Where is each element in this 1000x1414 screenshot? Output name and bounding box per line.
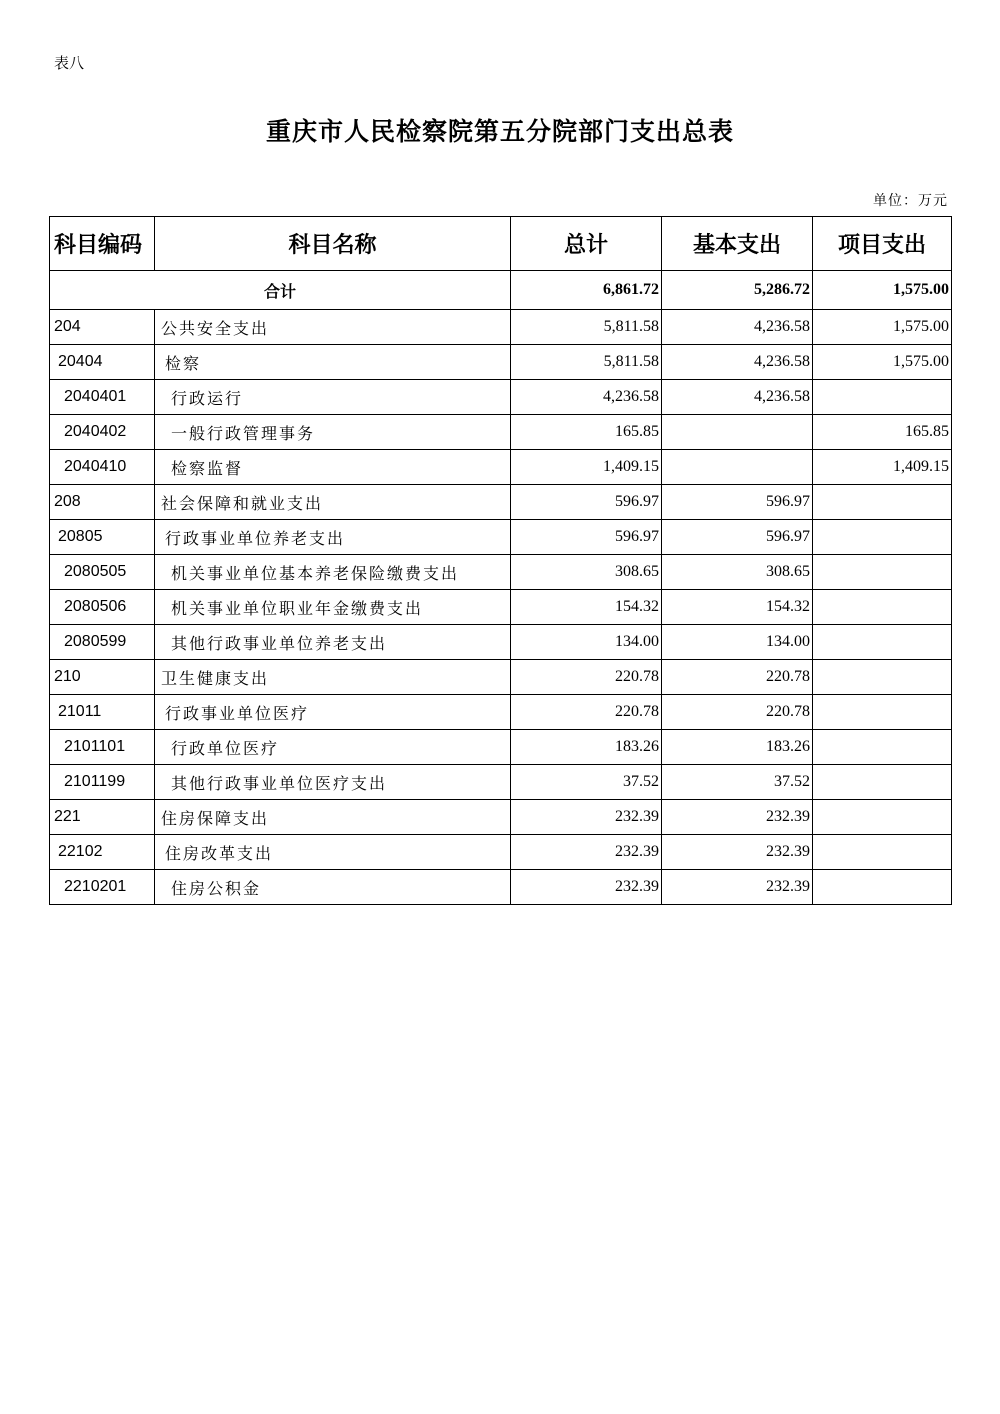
row-name: 检察监督	[155, 450, 511, 485]
row-project: 165.85	[813, 415, 952, 450]
row-code: 20404	[50, 345, 155, 380]
row-total: 232.39	[511, 835, 662, 870]
total-project: 1,575.00	[813, 271, 952, 310]
row-total: 4,236.58	[511, 380, 662, 415]
table-row	[50, 590, 952, 625]
table-row	[50, 520, 952, 555]
row-code: 2101101	[50, 730, 155, 765]
row-name: 其他行政事业单位医疗支出	[155, 765, 511, 800]
row-basic: 232.39	[662, 835, 813, 870]
header-code: 科目编码	[50, 217, 155, 271]
table-row	[50, 380, 952, 415]
table-row	[50, 555, 952, 590]
row-name: 公共安全支出	[155, 310, 511, 345]
row-code: 2040401	[50, 380, 155, 415]
table-row	[50, 730, 952, 765]
row-total: 1,409.15	[511, 450, 662, 485]
row-total: 220.78	[511, 660, 662, 695]
table-row	[50, 660, 952, 695]
table-row	[50, 765, 952, 800]
row-name: 住房保障支出	[155, 800, 511, 835]
table-row	[50, 485, 952, 520]
row-name: 检察	[155, 345, 511, 380]
row-project	[813, 520, 952, 555]
row-code: 21011	[50, 695, 155, 730]
table-row	[50, 625, 952, 660]
row-project	[813, 765, 952, 800]
row-name: 机关事业单位职业年金缴费支出	[155, 590, 511, 625]
row-total: 154.32	[511, 590, 662, 625]
row-basic: 308.65	[662, 555, 813, 590]
header-row	[50, 217, 952, 271]
row-code: 20805	[50, 520, 155, 555]
row-project	[813, 485, 952, 520]
table-number-label: 表八	[54, 54, 85, 72]
row-basic: 220.78	[662, 695, 813, 730]
row-project	[813, 695, 952, 730]
row-basic: 596.97	[662, 520, 813, 555]
row-project	[813, 730, 952, 765]
row-name: 一般行政管理事务	[155, 415, 511, 450]
row-total: 596.97	[511, 520, 662, 555]
row-basic: 4,236.58	[662, 380, 813, 415]
table-row	[50, 870, 952, 905]
row-code: 2040410	[50, 450, 155, 485]
row-code: 2080599	[50, 625, 155, 660]
row-total: 5,811.58	[511, 345, 662, 380]
row-code: 210	[50, 660, 155, 695]
header-name: 科目名称	[155, 217, 511, 271]
table-row	[50, 345, 952, 380]
table-row	[50, 835, 952, 870]
row-project	[813, 380, 952, 415]
row-project	[813, 800, 952, 835]
row-project	[813, 870, 952, 905]
header-project: 项目支出	[813, 217, 952, 271]
unit-label: 单位：万元	[873, 193, 948, 209]
row-name: 行政事业单位养老支出	[155, 520, 511, 555]
row-total: 37.52	[511, 765, 662, 800]
row-code: 2040402	[50, 415, 155, 450]
header-basic: 基本支出	[662, 217, 813, 271]
row-code: 204	[50, 310, 155, 345]
row-basic: 134.00	[662, 625, 813, 660]
expenditure-table	[49, 216, 952, 905]
row-basic	[662, 450, 813, 485]
row-project	[813, 660, 952, 695]
row-code: 22102	[50, 835, 155, 870]
row-code: 208	[50, 485, 155, 520]
total-row	[50, 271, 952, 310]
row-basic: 183.26	[662, 730, 813, 765]
row-code: 2101199	[50, 765, 155, 800]
row-basic: 232.39	[662, 800, 813, 835]
header-total: 总计	[511, 217, 662, 271]
page-title: 重庆市人民检察院第五分院部门支出总表	[265, 117, 734, 146]
row-basic: 232.39	[662, 870, 813, 905]
total-amount: 6,861.72	[511, 271, 662, 310]
row-project: 1,575.00	[813, 310, 952, 345]
row-project	[813, 835, 952, 870]
row-name: 机关事业单位基本养老保险缴费支出	[155, 555, 511, 590]
row-code: 2080506	[50, 590, 155, 625]
row-name: 住房改革支出	[155, 835, 511, 870]
row-code: 2080505	[50, 555, 155, 590]
row-name: 行政运行	[155, 380, 511, 415]
table-row	[50, 800, 952, 835]
row-basic: 596.97	[662, 485, 813, 520]
row-basic: 154.32	[662, 590, 813, 625]
table-row	[50, 310, 952, 345]
row-total: 134.00	[511, 625, 662, 660]
row-name: 住房公积金	[155, 870, 511, 905]
row-project: 1,575.00	[813, 345, 952, 380]
row-project	[813, 625, 952, 660]
row-total: 308.65	[511, 555, 662, 590]
row-basic: 37.52	[662, 765, 813, 800]
row-name: 行政事业单位医疗	[155, 695, 511, 730]
row-total: 596.97	[511, 485, 662, 520]
row-name: 其他行政事业单位养老支出	[155, 625, 511, 660]
total-basic: 5,286.72	[662, 271, 813, 310]
row-project: 1,409.15	[813, 450, 952, 485]
row-basic: 4,236.58	[662, 310, 813, 345]
row-basic: 4,236.58	[662, 345, 813, 380]
table-row	[50, 415, 952, 450]
row-total: 232.39	[511, 870, 662, 905]
row-project	[813, 590, 952, 625]
row-code: 221	[50, 800, 155, 835]
row-total: 183.26	[511, 730, 662, 765]
row-total: 220.78	[511, 695, 662, 730]
row-name: 社会保障和就业支出	[155, 485, 511, 520]
row-basic	[662, 415, 813, 450]
row-name: 卫生健康支出	[155, 660, 511, 695]
table-row	[50, 450, 952, 485]
row-total: 232.39	[511, 800, 662, 835]
row-total: 5,811.58	[511, 310, 662, 345]
table-row	[50, 695, 952, 730]
row-total: 165.85	[511, 415, 662, 450]
row-name: 行政单位医疗	[155, 730, 511, 765]
row-project	[813, 555, 952, 590]
row-code: 2210201	[50, 870, 155, 905]
total-label: 合计	[50, 271, 511, 310]
row-basic: 220.78	[662, 660, 813, 695]
